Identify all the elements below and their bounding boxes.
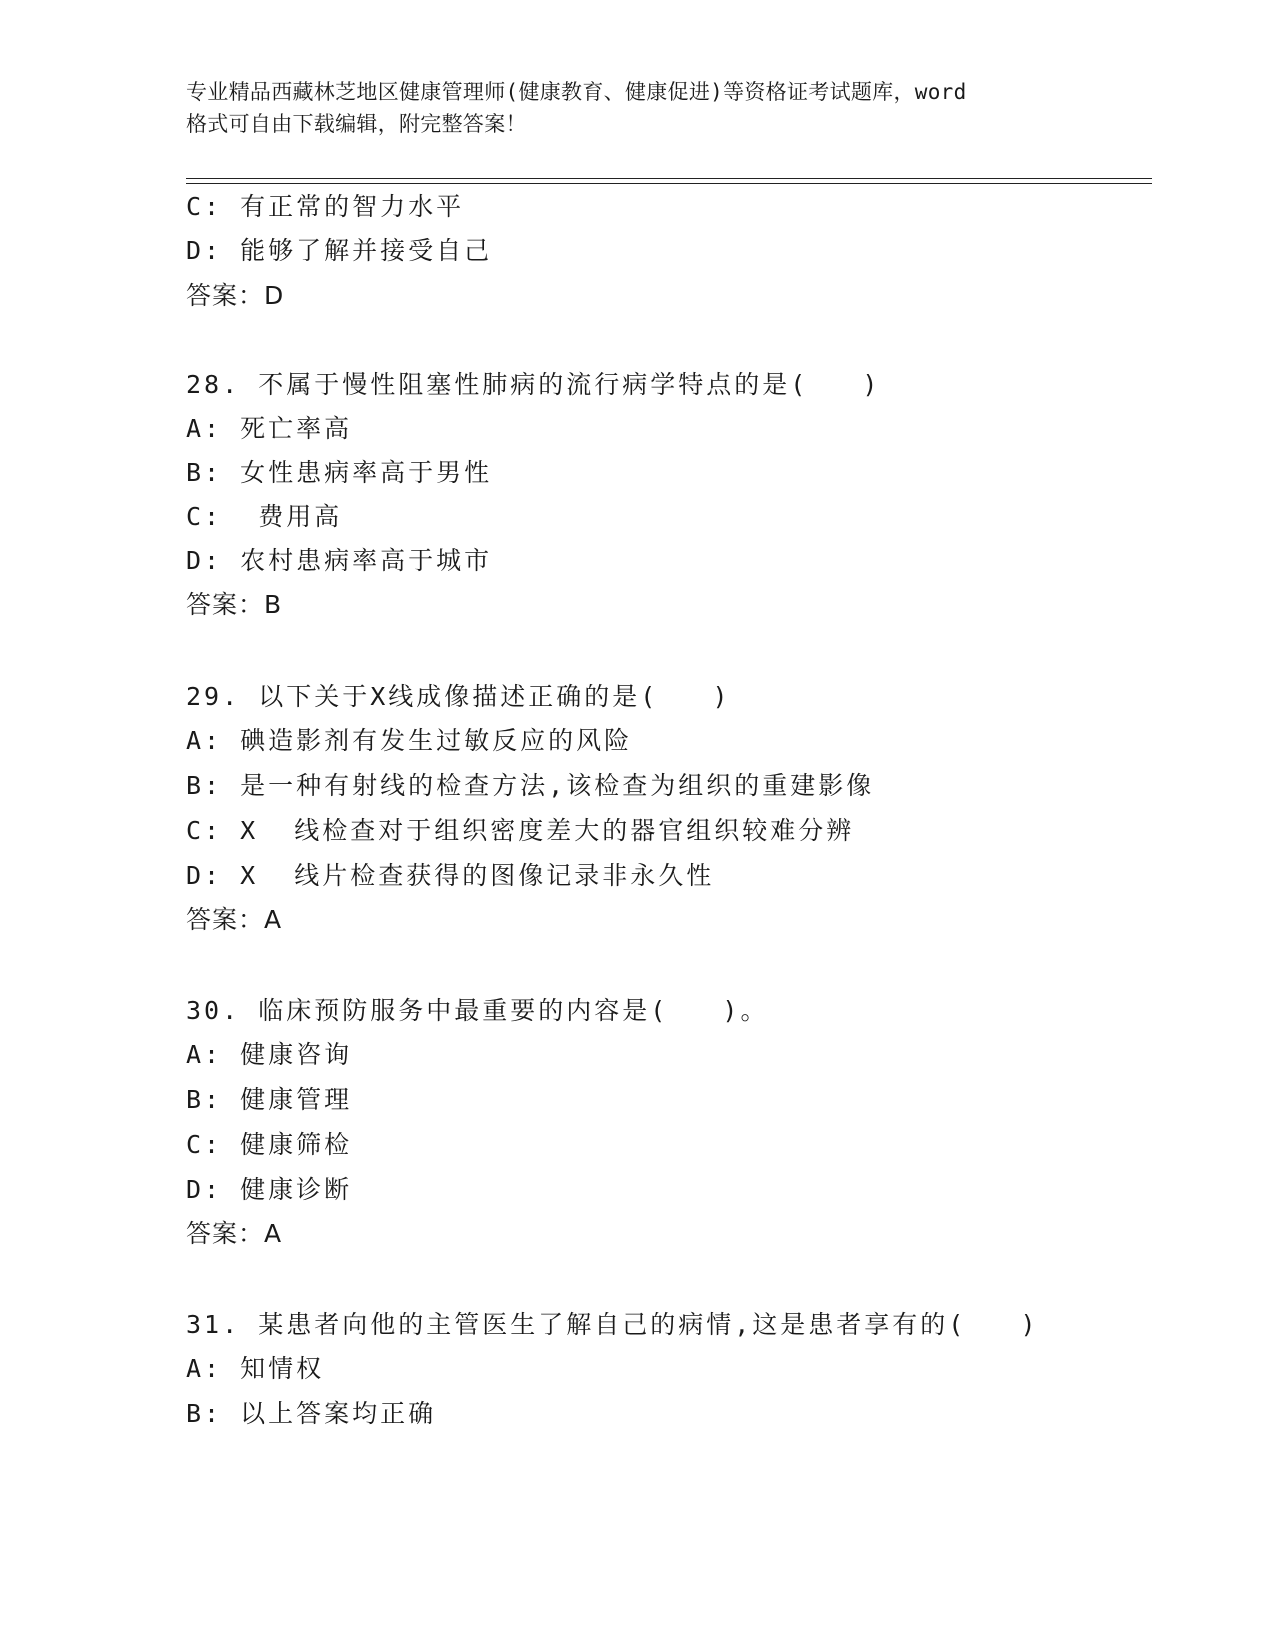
q29-question: 29. 以下关于X线成像描述正确的是( ): [186, 682, 731, 711]
q28-question: 28. 不属于慢性阻塞性肺病的流行病学特点的是( ): [186, 370, 881, 399]
header-line-1: 专业精品西藏林芝地区健康管理师(健康教育、健康促进)等资格证考试题库，word: [186, 80, 967, 104]
q29-option-c: C: X 线检查对于组织密度差大的器官组织较难分辨: [186, 816, 855, 845]
document-header: [186, 76, 1086, 140]
q28-option-c: C: 费用高: [186, 502, 343, 531]
q29-option-d: D: X 线片检查获得的图像记录非永久性: [186, 861, 715, 890]
q30-option-b: B: 健康管理: [186, 1085, 353, 1114]
q30-option-c: C: 健康筛检: [186, 1130, 353, 1159]
q30-option-d: D: 健康诊断: [186, 1175, 353, 1204]
q28-answer: 答案：B: [186, 590, 283, 619]
q29-option-b: B: 是一种有射线的检查方法,该检查为组织的重建影像: [186, 771, 875, 800]
prev-answer: 答案：D: [186, 281, 285, 310]
q30-answer: 答案：A: [186, 1219, 283, 1248]
q28-option-d: D: 农村患病率高于城市: [186, 546, 493, 575]
header-divider-top: [186, 178, 1152, 179]
q28-option-b: B: 女性患病率高于男性: [186, 458, 493, 487]
q30-option-a: A: 健康咨询: [186, 1040, 353, 1069]
prev-option-d: D: 能够了解并接受自己: [186, 236, 493, 265]
prev-option-c: C: 有正常的智力水平: [186, 192, 465, 221]
q31-option-a: A: 知情权: [186, 1354, 325, 1383]
q31-question: 31. 某患者向他的主管医生了解自己的病情,这是患者享有的( ): [186, 1310, 1039, 1339]
header-divider-bottom: [186, 183, 1152, 184]
q29-answer: 答案：A: [186, 905, 283, 934]
q31-option-b: B: 以上答案均正确: [186, 1399, 437, 1428]
q30-question: 30. 临床预防服务中最重要的内容是( )。: [186, 996, 769, 1025]
header-line-2: 格式可自由下载编辑，附完整答案！: [186, 112, 527, 136]
q29-option-a: A: 碘造影剂有发生过敏反应的风险: [186, 726, 633, 755]
q28-option-a: A: 死亡率高: [186, 414, 353, 443]
